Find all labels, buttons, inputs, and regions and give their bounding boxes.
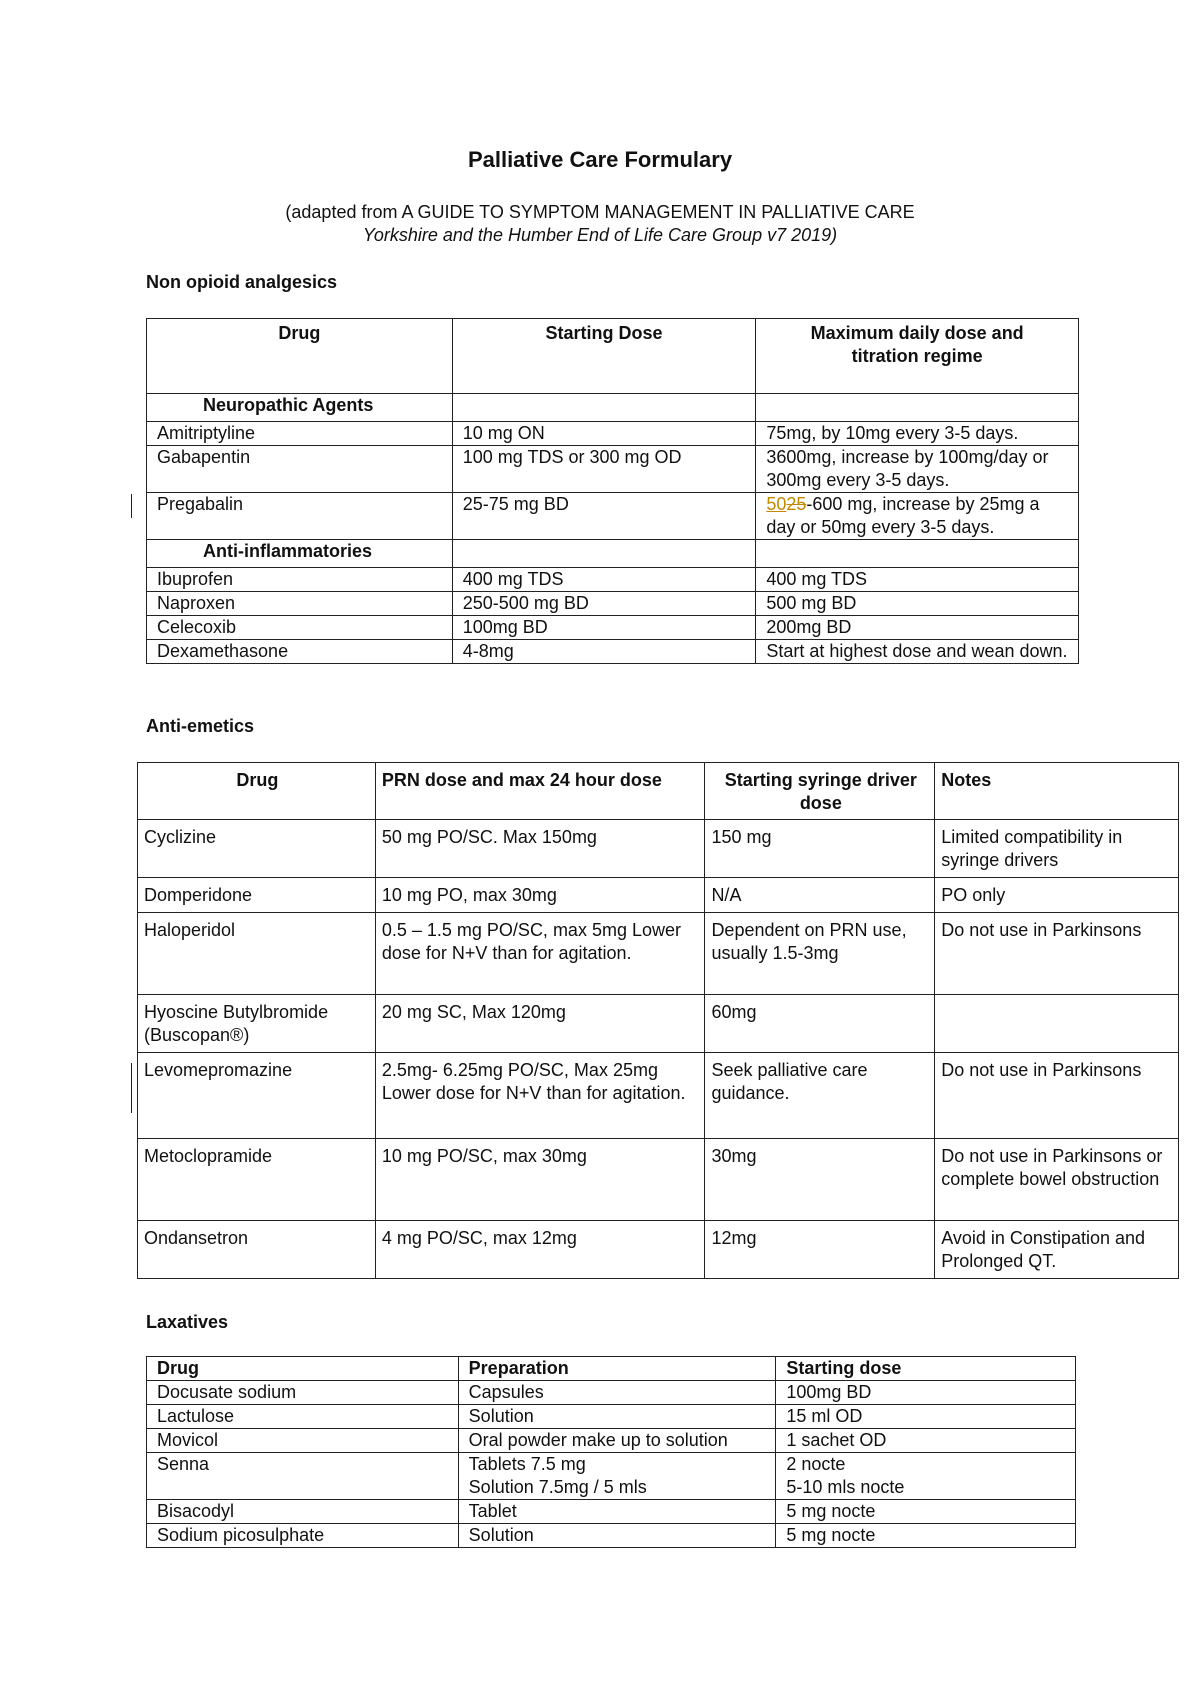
group-label-neuropathic: Neuropathic Agents	[147, 394, 453, 422]
cell-dose: 1 sachet OD	[776, 1429, 1076, 1453]
table-header-row	[138, 763, 1179, 820]
header-preparation: Preparation	[458, 1357, 776, 1381]
cell-prn: 0.5 – 1.5 mg PO/SC, max 5mg Lower dose for N+V than for agitation.	[375, 913, 705, 995]
cell-drug: Bisacodyl	[147, 1500, 459, 1524]
heading-non-opioid: Non opioid analgesics	[146, 272, 338, 292]
cell-max	[756, 493, 1079, 540]
cell-max: 400 mg TDS	[756, 568, 1079, 592]
cell-drug: Lactulose	[147, 1405, 459, 1429]
cell-syringe: 30mg	[705, 1139, 935, 1221]
cell-max: 200mg BD	[756, 616, 1079, 640]
cell-drug: Pregabalin	[147, 493, 453, 540]
cell-prn: 10 mg PO/SC, max 30mg	[375, 1139, 705, 1221]
cell-max: Start at highest dose and wean down.	[756, 640, 1079, 664]
table-row	[147, 1381, 1076, 1405]
cell-preparation: Solution	[458, 1524, 776, 1548]
cell-start: 4-8mg	[452, 640, 756, 664]
cell-drug: Dexamethasone	[147, 640, 453, 664]
cell-dose: 5 mg nocte	[776, 1500, 1076, 1524]
cell-notes: Do not use in Parkinsons	[935, 913, 1179, 995]
header-syringe-driver: Starting syringe driver dose	[705, 763, 935, 820]
cell-drug: Docusate sodium	[147, 1381, 459, 1405]
cell-preparation: Oral powder make up to solution	[458, 1429, 776, 1453]
cell-syringe: N/A	[705, 878, 935, 913]
cell-drug: Hyoscine Butylbromide (Buscopan®)	[138, 995, 376, 1053]
cell-max: 75mg, by 10mg every 3-5 days.	[756, 422, 1079, 446]
header-starting-dose: Starting dose	[776, 1357, 1076, 1381]
cell-drug: Senna	[147, 1453, 459, 1500]
table-row	[138, 878, 1179, 913]
group-row	[147, 394, 1079, 422]
table-header-row	[147, 319, 1079, 394]
table-row	[147, 1500, 1076, 1524]
cell-preparation: Solution	[458, 1405, 776, 1429]
table-row	[147, 493, 1079, 540]
cell-start: 250-500 mg BD	[452, 592, 756, 616]
empty-cell	[452, 394, 756, 422]
cell-notes: PO only	[935, 878, 1179, 913]
cell-dose: 5 mg nocte	[776, 1524, 1076, 1548]
cell-start: 10 mg ON	[452, 422, 756, 446]
cell-drug: Ondansetron	[138, 1221, 376, 1279]
cell-notes: Avoid in Constipation and Prolonged QT.	[935, 1221, 1179, 1279]
table-row	[147, 1453, 1076, 1500]
cell-prn: 20 mg SC, Max 120mg	[375, 995, 705, 1053]
header-max-daily-dose: Maximum daily dose and titration regime	[756, 319, 1079, 394]
cell-notes: Limited compatibility in syringe drivers	[935, 820, 1179, 878]
tracked-deletion: 25	[786, 494, 807, 514]
table-non-opioid	[146, 318, 1079, 664]
header-drug: Drug	[138, 763, 376, 820]
cell-drug: Gabapentin	[147, 446, 453, 493]
cell-dose: 15 ml OD	[776, 1405, 1076, 1429]
cell-notes: Do not use in Parkinsons	[935, 1053, 1179, 1139]
cell-syringe: 12mg	[705, 1221, 935, 1279]
cell-start: 100 mg TDS or 300 mg OD	[452, 446, 756, 493]
group-row	[147, 540, 1079, 568]
subtitle-source: (adapted from A GUIDE TO SYMPTOM MANAGEMENT IN PALLIATIVE CARE	[285, 202, 915, 222]
cell-drug: Levomepromazine	[138, 1053, 376, 1139]
cell-drug: Movicol	[147, 1429, 459, 1453]
heading-antiemetics: Anti-emetics	[146, 716, 255, 736]
table-row	[138, 913, 1179, 995]
cell-drug: Ibuprofen	[147, 568, 453, 592]
cell-drug: Naproxen	[147, 592, 453, 616]
cell-syringe: Dependent on PRN use, usually 1.5-3mg	[705, 913, 935, 995]
cell-preparation: Tablets 7.5 mg Solution 7.5mg / 5 mls	[458, 1453, 776, 1500]
cell-start: 100mg BD	[452, 616, 756, 640]
table-row	[147, 568, 1079, 592]
table-laxatives	[146, 1356, 1076, 1548]
cell-syringe: 150 mg	[705, 820, 935, 878]
empty-cell	[756, 394, 1079, 422]
table-row	[138, 1221, 1179, 1279]
table-row	[147, 592, 1079, 616]
change-bar	[131, 494, 132, 518]
header-notes: Notes	[935, 763, 1179, 820]
header-drug: Drug	[147, 1357, 459, 1381]
cell-prn: 10 mg PO, max 30mg	[375, 878, 705, 913]
cell-start: 25-75 mg BD	[452, 493, 756, 540]
subtitle-group: Yorkshire and the Humber End of Life Care Group v7 2019)	[362, 225, 838, 245]
cell-prn: 4 mg PO/SC, max 12mg	[375, 1221, 705, 1279]
cell-max: 3600mg, increase by 100mg/day or 300mg every 3-5 days.	[756, 446, 1079, 493]
cell-drug: Sodium picosulphate	[147, 1524, 459, 1548]
empty-cell	[452, 540, 756, 568]
table-row	[147, 1429, 1076, 1453]
cell-drug: Metoclopramide	[138, 1139, 376, 1221]
cell-drug: Domperidone	[138, 878, 376, 913]
cell-max: 500 mg BD	[756, 592, 1079, 616]
header-prn-dose: PRN dose and max 24 hour dose	[375, 763, 705, 820]
table-row	[147, 640, 1079, 664]
cell-preparation: Tablet	[458, 1500, 776, 1524]
table-row	[138, 1139, 1179, 1221]
table-row	[138, 820, 1179, 878]
cell-dose: 2 nocte 5-10 mls nocte	[776, 1453, 1076, 1500]
header-starting-dose: Starting Dose	[452, 319, 756, 394]
cell-syringe: 60mg	[705, 995, 935, 1053]
table-row	[147, 616, 1079, 640]
table-row	[138, 995, 1179, 1053]
cell-notes: Do not use in Parkinsons or complete bowel obstruction	[935, 1139, 1179, 1221]
cell-prn: 50 mg PO/SC. Max 150mg	[375, 820, 705, 878]
group-label-anti-inflammatories: Anti-inflammatories	[147, 540, 453, 568]
header-drug: Drug	[147, 319, 453, 394]
heading-laxatives: Laxatives	[146, 1312, 229, 1332]
tracked-insertion: 50	[766, 494, 787, 514]
cell-syringe: Seek palliative care guidance.	[705, 1053, 935, 1139]
empty-cell	[756, 540, 1079, 568]
table-header-row	[147, 1357, 1076, 1381]
table-row	[147, 1524, 1076, 1548]
table-row	[147, 1405, 1076, 1429]
cell-start: 400 mg TDS	[452, 568, 756, 592]
table-antiemetics	[137, 762, 1179, 1279]
cell-drug: Celecoxib	[147, 616, 453, 640]
table-row	[147, 446, 1079, 493]
change-bar	[131, 1063, 132, 1113]
table-row	[138, 1053, 1179, 1139]
cell-drug: Amitriptyline	[147, 422, 453, 446]
cell-drug: Haloperidol	[138, 913, 376, 995]
cell-preparation: Capsules	[458, 1381, 776, 1405]
cell-prn: 2.5mg- 6.25mg PO/SC, Max 25mg Lower dose for N+V than for agitation.	[375, 1053, 705, 1139]
table-row	[147, 422, 1079, 446]
cell-notes	[935, 995, 1179, 1053]
page-title: Palliative Care Formulary	[467, 147, 733, 172]
cell-max-text: -600 mg, increase by 25mg a day or 50mg every 3-5 days.	[766, 494, 1040, 537]
cell-drug: Cyclizine	[138, 820, 376, 878]
cell-dose: 100mg BD	[776, 1381, 1076, 1405]
